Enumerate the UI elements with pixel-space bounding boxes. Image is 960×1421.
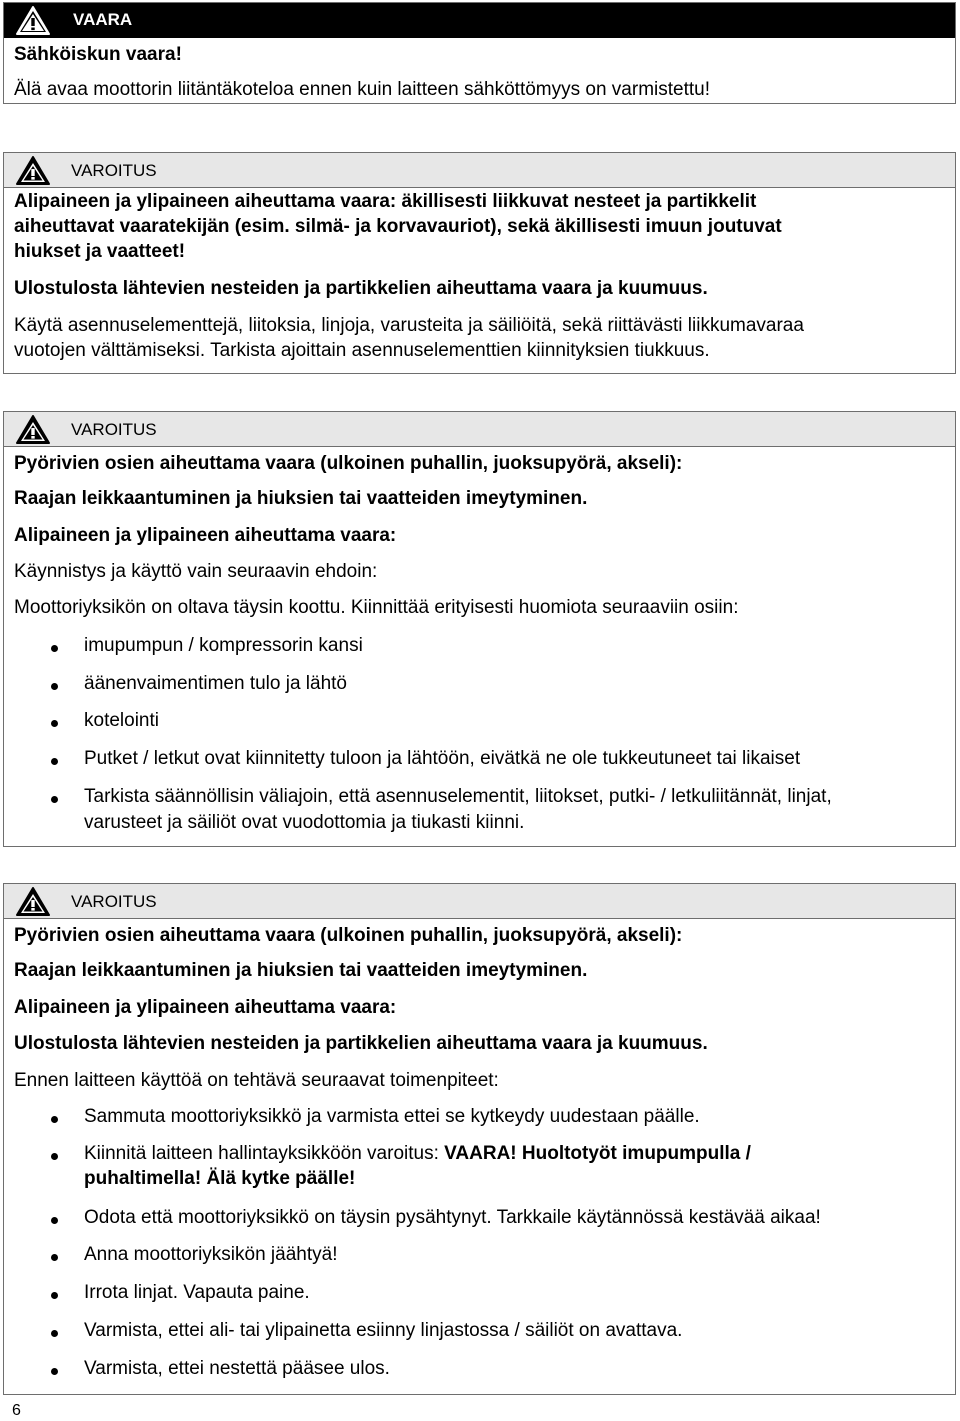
danger-label: VAARA bbox=[73, 10, 133, 29]
warning-2-bold-line-2: Raajan leikkaantuminen ja hiuksien tai vaatteiden imeytyminen. bbox=[14, 488, 588, 509]
bullet-icon bbox=[51, 1153, 58, 1160]
warning-header-1 bbox=[4, 153, 955, 188]
warning-triangle-icon bbox=[15, 155, 51, 186]
warning-2-bold-line-1: Pyörivien osien aiheuttama vaara (ulkoinen puhallin, juoksupyörä, akseli): bbox=[14, 453, 683, 474]
list-item: imupumpun / kompressorin kansi bbox=[84, 635, 363, 656]
bullet-icon bbox=[51, 1254, 58, 1261]
warning-label: VAROITUS bbox=[71, 420, 157, 439]
warning-label: VAROITUS bbox=[71, 892, 157, 911]
warning-triangle-icon bbox=[15, 886, 51, 917]
warning-3-bold-line-4: Ulostulosta lähtevien nesteiden ja partikkelien aiheuttama vaara ja kuumuus. bbox=[14, 1033, 708, 1054]
list-item: Tarkista säännöllisin väliajoin, että asennuselementit, liitokset, putki- / letkuliitännät, linjat, bbox=[84, 786, 832, 807]
page-number: 6 bbox=[12, 1402, 21, 1419]
list-item: äänenvaimentimen tulo ja lähtö bbox=[84, 673, 348, 694]
danger-box bbox=[3, 2, 956, 104]
warning-2-text-line-2: Moottoriyksikön on oltava täysin koottu. Kiinnittää erityisesti huomiota seuraaviin osiin: bbox=[14, 597, 739, 618]
list-item: Anna moottoriyksikön jäähtyä! bbox=[84, 1244, 338, 1265]
warning-box-3 bbox=[3, 883, 956, 1395]
warning-1-bold-line-3: hiukset ja vaatteet! bbox=[14, 241, 186, 262]
bullet-icon bbox=[51, 1292, 58, 1299]
warning-2-text-line-1: Käynnistys ja käyttö vain seuraavin ehdoin: bbox=[14, 561, 378, 582]
list-item: Varmista, ettei nestettä pääsee ulos. bbox=[84, 1358, 390, 1379]
warning-1-text-line-1: Käytä asennuselementtejä, liitoksia, linjoja, varusteita ja säiliöitä, sekä riittävästi liikkumavaraa bbox=[14, 315, 804, 336]
warning-2-bold-line-3: Alipaineen ja ylipaineen aiheuttama vaara: bbox=[14, 525, 397, 546]
bullet-icon bbox=[51, 1116, 58, 1123]
warning-header-2 bbox=[4, 412, 955, 447]
warning-header-3 bbox=[4, 884, 955, 919]
list-item bbox=[84, 1142, 751, 1166]
danger-title: Sähköiskun vaara! bbox=[14, 44, 182, 65]
bullet-icon bbox=[51, 1217, 58, 1224]
danger-text: Älä avaa moottorin liitäntäkoteloa ennen kuin laitteen sähköttömyys on varmistettu! bbox=[14, 79, 710, 100]
bullet-icon bbox=[51, 1330, 58, 1337]
list-item: Varmista, ettei ali- tai ylipainetta esiinny linjastossa / säiliöt on avattava. bbox=[84, 1320, 683, 1341]
warning-1-bold-line-2: aiheuttavat vaaratekijän (esim. silmä- ja korvavauriot), sekä äkillisesti imuun joutuvat bbox=[14, 216, 782, 237]
warning-1-bold-line-1: Alipaineen ja ylipaineen aiheuttama vaara: äkillisesti liikkuvat nesteet ja partikkelit bbox=[14, 191, 757, 212]
list-item: Sammuta moottoriyksikkö ja varmista ettei se kytkeydy uudestaan päälle. bbox=[84, 1106, 700, 1127]
list-item-continuation: varusteet ja säiliöt ovat vuodottomia ja tiukasti kiinni. bbox=[84, 812, 525, 833]
warning-triangle-icon bbox=[15, 414, 51, 445]
list-item-continuation: puhaltimella! Älä kytke päälle! bbox=[84, 1168, 356, 1189]
bullet-icon bbox=[51, 683, 58, 690]
danger-header bbox=[4, 3, 955, 38]
list-item: Putket / letkut ovat kiinnitetty tuloon ja lähtöön, eivätkä ne ole tukkeutuneet tai likaiset bbox=[84, 748, 801, 769]
list-item: Irrota linjat. Vapauta paine. bbox=[84, 1282, 310, 1303]
warning-1-bold-line-4: Ulostulosta lähtevien nesteiden ja partikkelien aiheuttama vaara ja kuumuus. bbox=[14, 278, 708, 299]
list-item: Odota että moottoriyksikkö on täysin pysähtynyt. Tarkkaile käytännössä kestävää aikaa! bbox=[84, 1207, 821, 1228]
bullet-icon bbox=[51, 796, 58, 803]
warning-1-text-line-2: vuotojen välttämiseksi. Tarkista ajoittain asennuselementtien kiinnityksien tiukkuus. bbox=[14, 340, 710, 361]
bullet-icon bbox=[51, 1368, 58, 1375]
warning-triangle-icon bbox=[15, 5, 51, 36]
warning-3-bold-line-2: Raajan leikkaantuminen ja hiuksien tai vaatteiden imeytyminen. bbox=[14, 960, 588, 981]
warning-box-1 bbox=[3, 152, 956, 374]
list-item: kotelointi bbox=[84, 710, 159, 731]
bullet-icon bbox=[51, 645, 58, 652]
warning-label: VAROITUS bbox=[71, 161, 157, 180]
list-item-text: Kiinnitä laitteen hallintayksikköön varoitus: bbox=[84, 1143, 445, 1164]
warning-box-2 bbox=[3, 411, 956, 847]
warning-3-text-line-1: Ennen laitteen käyttöä on tehtävä seuraavat toimenpiteet: bbox=[14, 1070, 499, 1091]
list-item-bold-text: VAARA! Huoltotyöt imupumpulla / bbox=[444, 1143, 751, 1164]
warning-3-bold-line-1: Pyörivien osien aiheuttama vaara (ulkoinen puhallin, juoksupyörä, akseli): bbox=[14, 925, 683, 946]
bullet-icon bbox=[51, 720, 58, 727]
bullet-icon bbox=[51, 758, 58, 765]
warning-3-bold-line-3: Alipaineen ja ylipaineen aiheuttama vaara: bbox=[14, 997, 397, 1018]
